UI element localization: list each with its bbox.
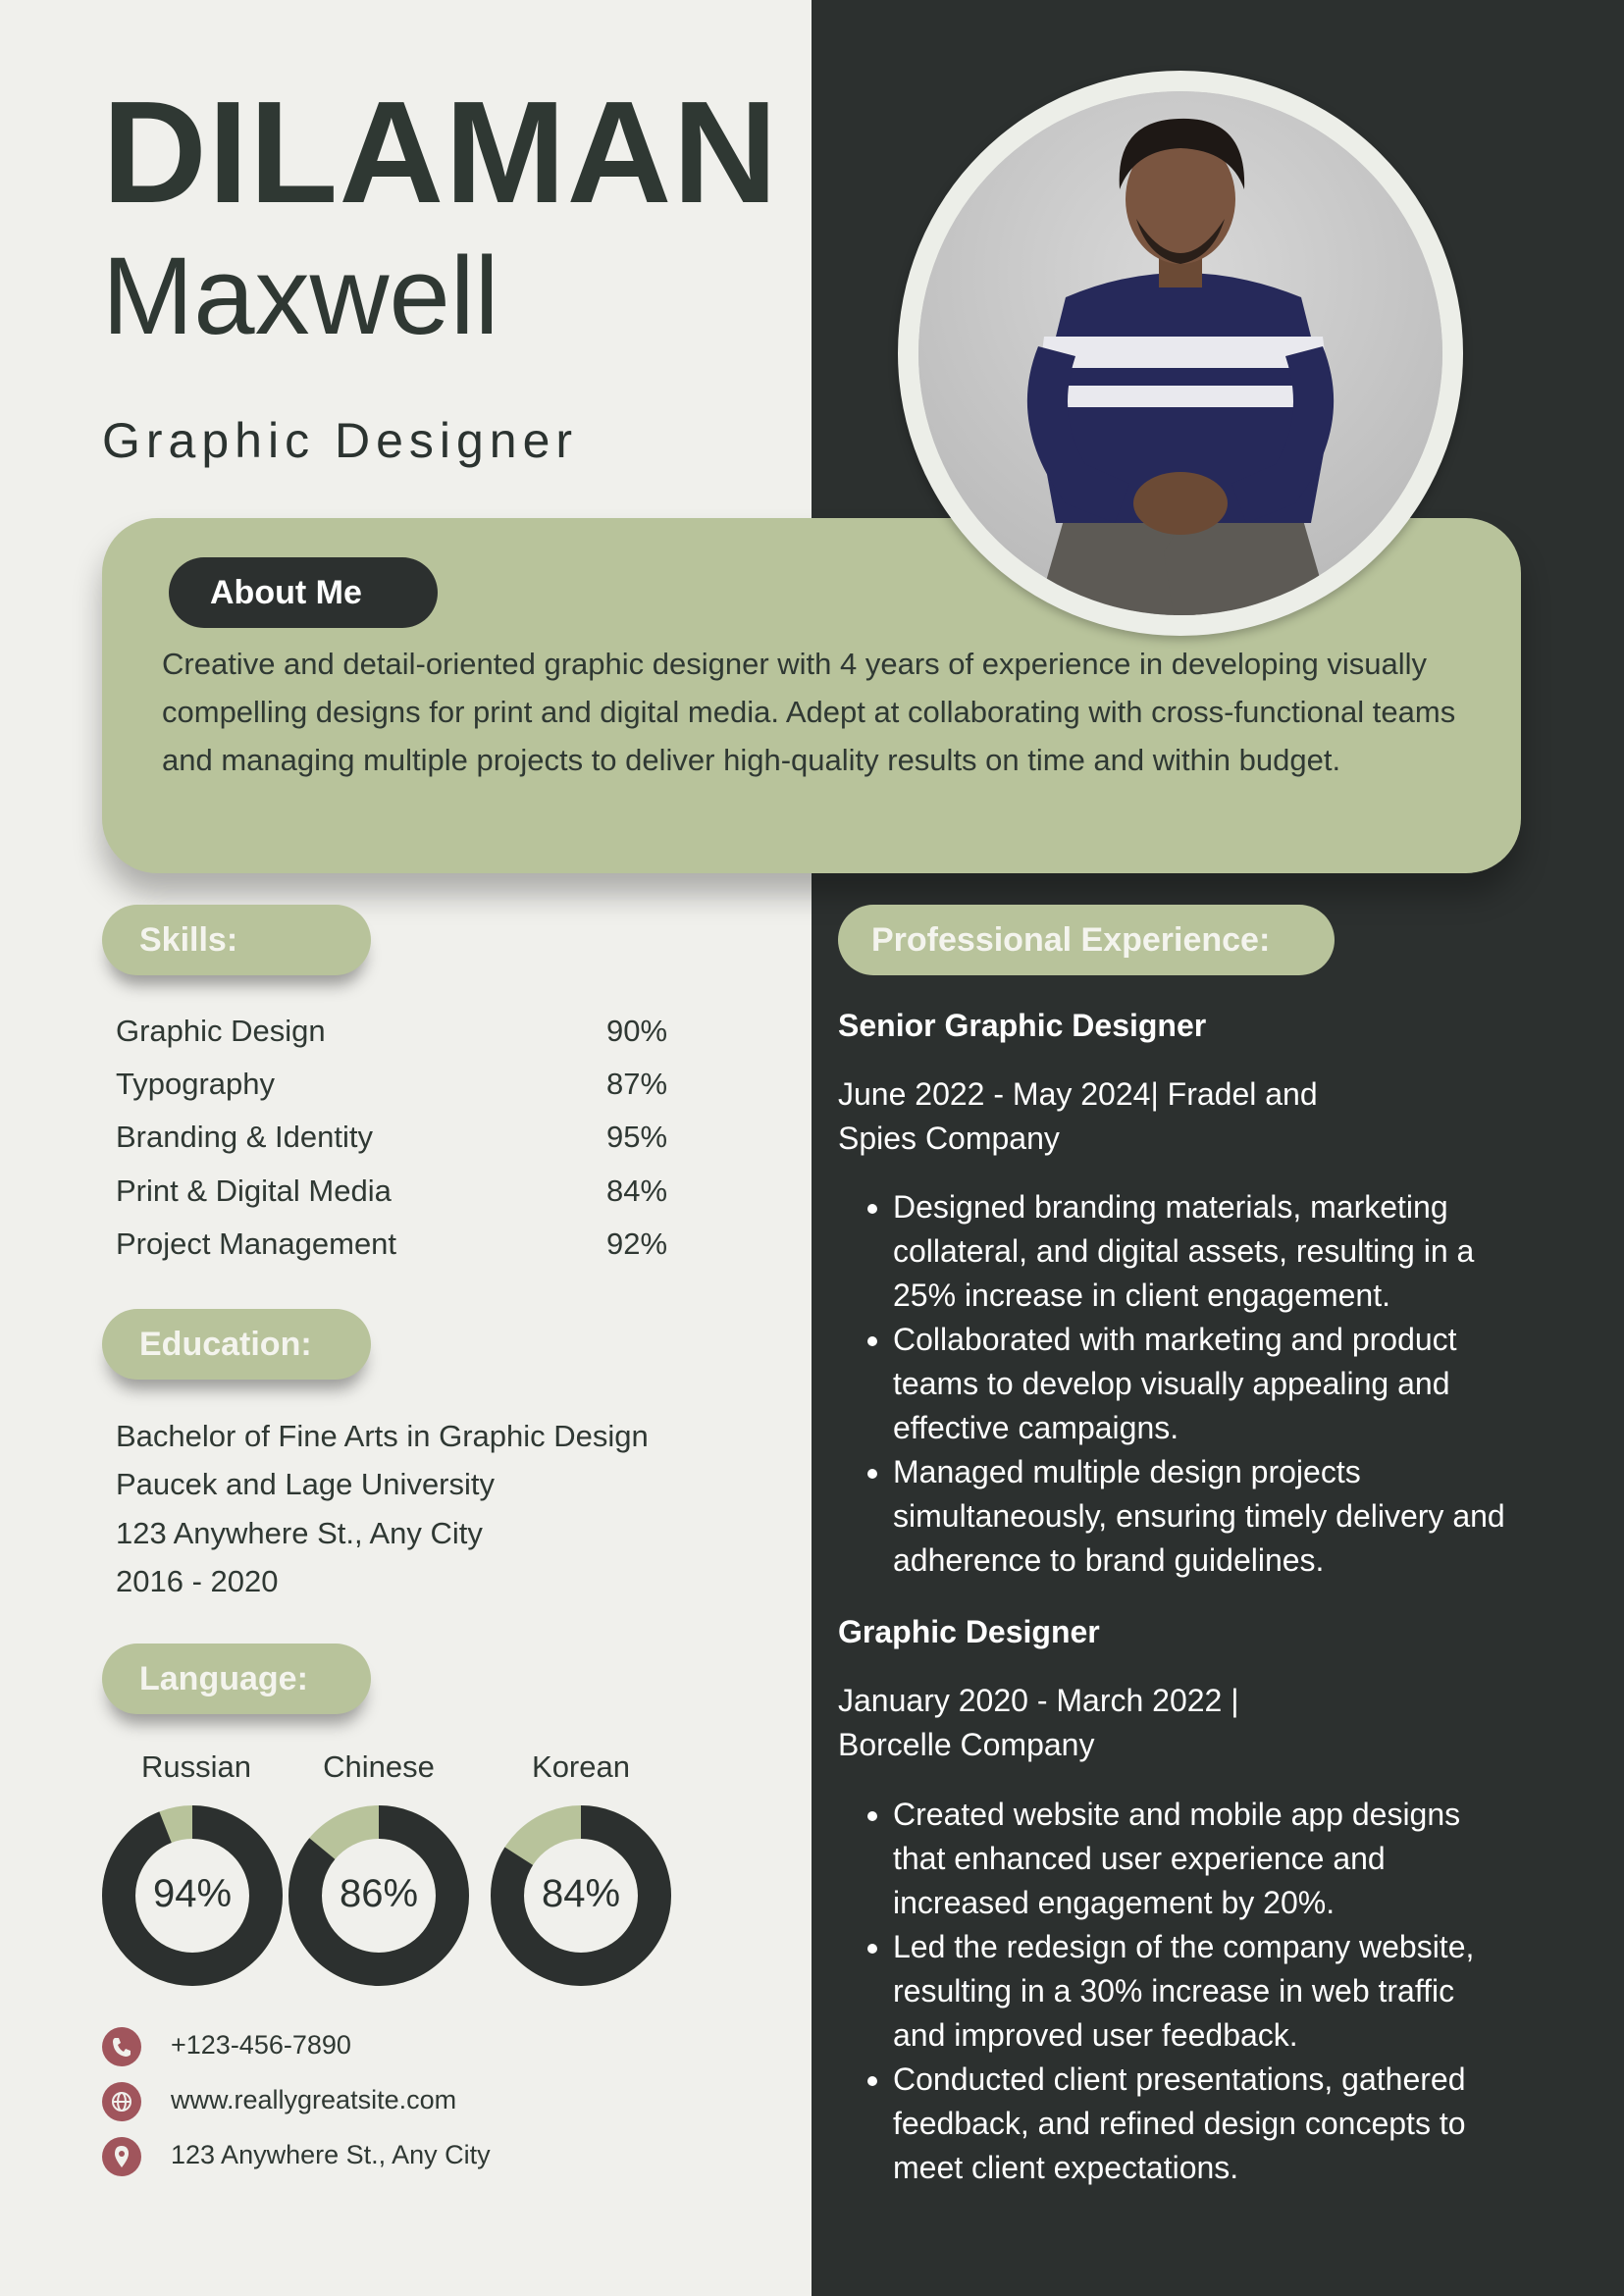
person-illustration	[918, 91, 1442, 615]
language-percent: 86%	[339, 1872, 419, 1915]
list-item: • Conducted client presentations, gathered feedback, and refined design concepts to meet client expectations.	[893, 2058, 1515, 2190]
experience-heading: Professional Experience:	[838, 905, 1335, 975]
education-school: Paucek and Lage University	[116, 1467, 496, 1501]
skill-row	[116, 1120, 685, 1155]
skill-row	[116, 1226, 685, 1262]
skill-row	[116, 1174, 685, 1209]
education-years: 2016 - 2020	[116, 1564, 279, 1598]
language-percent: 84%	[541, 1872, 621, 1915]
phone-icon	[102, 2027, 141, 2066]
location-pin-icon	[102, 2137, 141, 2176]
job-title-1: Senior Graphic Designer	[838, 1008, 1207, 1043]
list-item: • Led the redesign of the company website, resulting in a 30% increase in web traffic and improved user feedback.	[893, 1925, 1515, 2058]
list-item: • Created website and mobile app designs that enhanced user experience and increased engagement by 20%.	[893, 1793, 1515, 1925]
first-name: DILAMAN	[102, 72, 779, 234]
last-name: Maxwell	[102, 235, 499, 357]
education-address: 123 Anywhere St., Any City	[116, 1516, 483, 1550]
skills-heading: Skills:	[102, 905, 371, 975]
skill-percent: 92%	[606, 1226, 668, 1261]
website: www.reallygreatsite.com	[171, 2085, 457, 2114]
language-percent: 94%	[152, 1872, 233, 1915]
education-heading: Education:	[102, 1309, 371, 1380]
skill-row	[116, 1067, 685, 1102]
job-date-2: January 2020 - March 2022 | Borcelle Company	[838, 1683, 1239, 1762]
list-item: • Designed branding materials, marketing collateral, and digital assets, resulting in a 25% increase in client engagement.	[893, 1185, 1515, 1318]
address: 123 Anywhere St., Any City	[171, 2140, 491, 2169]
skill-percent: 90%	[606, 1014, 668, 1048]
skill-name: Graphic Design	[116, 1014, 326, 1048]
list-item: • Managed multiple design projects simultaneously, ensuring timely delivery and adherence to brand guidelines.	[893, 1450, 1515, 1583]
globe-icon	[102, 2082, 141, 2121]
skill-name: Print & Digital Media	[116, 1174, 392, 1208]
list-item: • Collaborated with marketing and product teams to develop visually appealing and effective campaigns.	[893, 1318, 1515, 1450]
skill-name: Project Management	[116, 1226, 397, 1261]
skill-percent: 95%	[606, 1120, 668, 1154]
job-title-2: Graphic Designer	[838, 1614, 1100, 1649]
about-text: Creative and detail-oriented graphic designer with 4 years of experience in developing visually compelling designs for print and digital media. Adept at collaborating with cross-functional teams and managing multiple projects to deliver high-quality results on time and within budget.	[162, 647, 1456, 777]
profile-photo	[918, 91, 1442, 615]
language-name: Chinese	[323, 1749, 435, 1784]
skill-name: Branding & Identity	[116, 1120, 373, 1154]
education-degree: Bachelor of Fine Arts in Graphic Design	[116, 1419, 649, 1453]
skill-row	[116, 1014, 685, 1049]
skill-percent: 87%	[606, 1067, 668, 1101]
job-bullets-2	[838, 1793, 1515, 2190]
job-title: Graphic Designer	[102, 413, 579, 468]
phone-number: +123-456-7890	[171, 2030, 351, 2060]
about-heading: About Me	[169, 557, 438, 628]
language-name: Russian	[141, 1749, 251, 1784]
language-heading: Language:	[102, 1644, 371, 1714]
job-bullets-1	[838, 1185, 1515, 1583]
job-date-1: June 2022 - May 2024| Fradel and Spies Company	[838, 1076, 1318, 1156]
skill-percent: 84%	[606, 1174, 668, 1208]
language-name: Korean	[532, 1749, 630, 1784]
skill-name: Typography	[116, 1067, 275, 1101]
